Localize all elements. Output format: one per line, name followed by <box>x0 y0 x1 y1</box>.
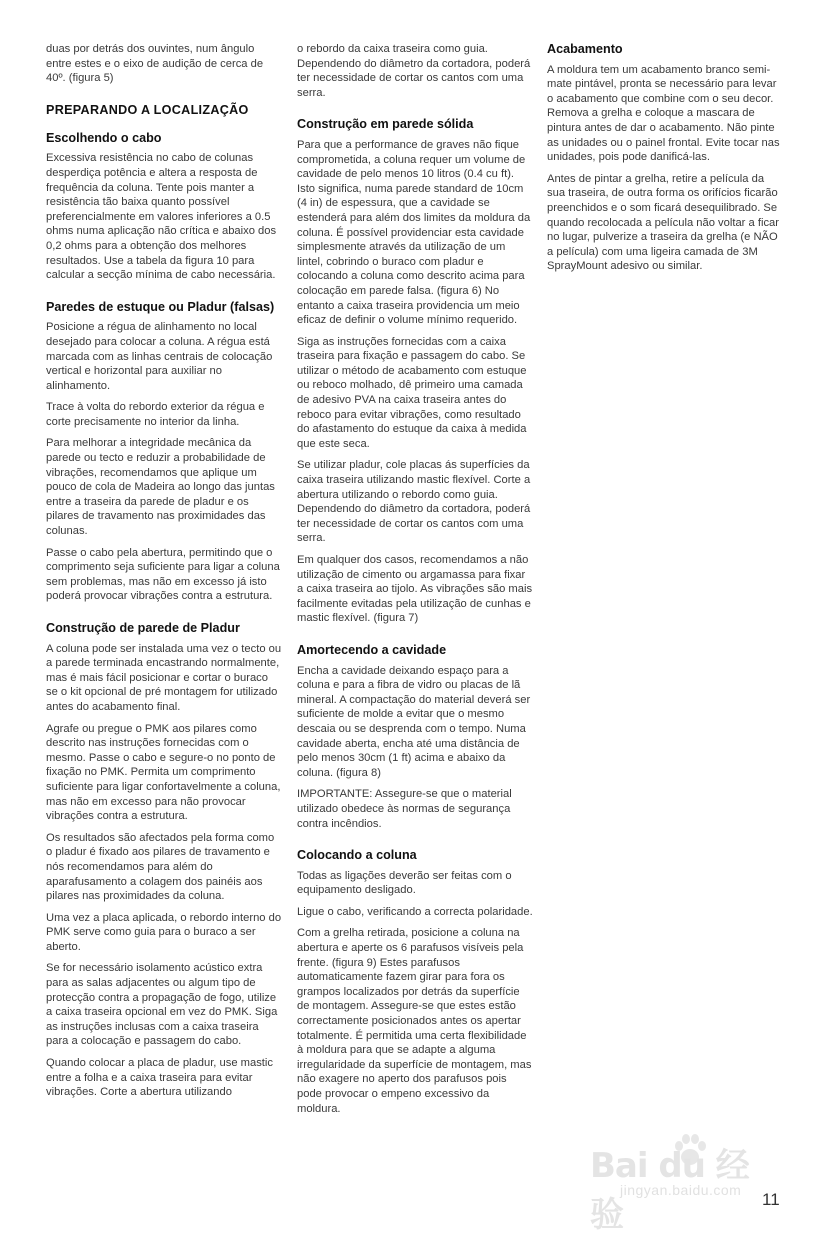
column-right <box>547 42 783 281</box>
baidu-watermark <box>590 1130 780 1235</box>
pladur-paragraph-6: Quando colocar a placa de pladur, use mastic entre a folha e a caixa traseira para evitar vibrações. Corte a abertura utilizando <box>46 1057 273 1099</box>
cable-heading: Escolhendo o cabo <box>46 130 162 145</box>
section-title: PREPARANDO A LOCALIZAÇÃO <box>46 102 249 117</box>
pladur-paragraph-5: Se for necessário isolamento acústico extra para as salas adjacentes ou algum tipo de protecção contra a propagação de fogo, utilize a caixa traseira opcional em vez do PMK. Siga as instruções inclusas com a caixa traseira para a colocação e passagem do cabo. <box>46 962 278 1048</box>
placing-paragraph-1: Todas as ligações deverão ser feitas com o equipamento desligado. <box>297 869 512 897</box>
walls-paragraph-3: Para melhorar a integridade mecânica da parede ou tecto e reduzir a probabilidade de vibrações, recomendamos que aplique um pouco de cola de Madeira ao longo das juntas entre a traseira da parede de pladur e os pilares de travamento nas proximidades das colunas. <box>46 437 275 538</box>
walls-heading: Paredes de estuque ou Pladur (falsas) <box>46 299 275 314</box>
walls-paragraph-2: Trace à volta do rebordo exterior da régua e corte precisamente no interior da linha. <box>46 401 265 428</box>
pladur-heading: Construção de parede de Pladur <box>46 621 240 635</box>
solid-paragraph-4: Em qualquer dos casos, recomendamos a não utilização de cimento ou argamassa para fixar a caixa traseira ao tijolo. As vibrações são mais facilmente evitadas pela utilização de cunhas e mastic flexível. (figura 7) <box>297 554 533 625</box>
column-left <box>46 42 282 1107</box>
pladur-paragraph-1: A coluna pode ser instalada uma vez o tecto ou a parede terminada encastrando normalmente, mas é mais fácil posicionar e cortar o buraco se o kit opcional de pré montagem for utilizado antes do acabamento final. <box>46 642 282 713</box>
finish-paragraph-2: Antes de pintar a grelha, retire a película da sua traseira, de outra forma os orifícios ficarão preenchidos e o som ficará desequilibrado. Se quando recolocada a película não voltar a ficar no lugar, pulverize a traseira da grelha (e NÃO a película) com uma ligeira camada de 3M SprayMount adesivo ou similar. <box>547 172 779 273</box>
column-middle <box>297 42 533 1123</box>
placing-paragraph-2: Ligue o cabo, verificando a correcta polaridade. <box>297 905 533 918</box>
pladur-paragraph-2: Agrafe ou pregue o PMK aos pilares como descrito nas instruções fornecidas com o mesmo. Passe o cabo e segure-o no ponto de fixação no PMK. Permita um comprimento suficiente para ligar confortavelmente a coluna, mas não em excesso para não provocar vibrações contra a estrutura. <box>46 722 281 823</box>
spacer <box>297 633 533 643</box>
watermark-main-text: Bai du 经验 <box>590 1146 749 1235</box>
intro-paragraph: duas por detrás dos ouvintes, num ângulo entre estes e o eixo de audição de cerca de 40º. (figura 5) <box>46 43 264 85</box>
placing-heading: Colocando a coluna <box>297 848 417 863</box>
spacer <box>297 838 533 848</box>
damping-heading: Amortecendo a cavidade <box>297 642 447 657</box>
continued-paragraph: o rebordo da caixa traseira como guia. Dependendo do diâmetro da cortadora, poderá ter necessidade de cortar os cantos com uma serra. <box>297 43 531 99</box>
spacer <box>46 290 282 300</box>
damping-paragraph-1: Encha a cavidade deixando espaço para a coluna e para a fibra de vidro ou placas de lã mineral. A compactação do material deverá ser suficiente de molde a evitar que o mesmo descaia ou se desprenda com o tempo. Numa cavidade aberta, encha até uma distância de pelo menos 30cm (1 ft) acima e abaixo da coluna. (figura 8) <box>297 664 531 779</box>
damping-paragraph-2: IMPORTANTE: Assegure-se que o material utilizado obedece às normas de segurança contra incêndios. <box>297 788 512 830</box>
pladur-paragraph-4: Uma vez a placa aplicada, o rebordo interno do PMK serve como guia para o buraco a ser aberto. <box>46 911 282 953</box>
walls-paragraph-4: Passe o cabo pela abertura, permitindo que o comprimento seja suficiente para ligar a coluna sem problemas, mas não em excesso já isto poderá provocar vibrações contra a estrutura. <box>46 546 280 603</box>
finish-paragraph-1: A moldura tem um acabamento branco semi-mate pintável, pronta se necessário para levar o acabamento que combine com o seu decor. Remova a grelha e coloque a mascara de pintura antes de dar o acabamento. Não pinte as unidades ou o painel frontal. Evite tocar nas unidades, pois pode danificá-las. <box>547 63 780 164</box>
cable-paragraph: Excessiva resistência no cabo de colunas desperdiça potência e altera a resposta de frequência da coluna. Tente pois manter a resistência tão baixa quanto possível preferencialmente em valores inferiores a 0.5 ohms numa aplicação não crítica e abaixo dos 0,2 ohms para a obtenção dos melhores resultados. Use a tabela da figura 10 para calcular a secção mínima de cabo necessária. <box>46 152 277 282</box>
solid-paragraph-1: Para que a performance de graves não fique comprometida, a coluna requer um volume de cavidade de pelo menos 10 litros (0.4 cu ft). Isto significa, numa parede standard de 10cm (4 in) de espessura, que a cavidade se estenderá para além dos limites da moldura da coluna. É possível providenciar esta cavidade simplesmente através da utilização de um lintel, cobrindo o buraco com pladur e colocando a coluna como descrito acima para colocação em parede falsa. (figura 6) No entanto a caixa traseira providencia um meio eficaz de definir o volume mínimo requerido. <box>297 138 531 327</box>
finish-heading: Acabamento <box>547 42 623 56</box>
walls-paragraph-1: Posicione a régua de alinhamento no local desejado para colocar a coluna. A régua está marcada com as linhas centrais de colocação vertical e horizontal para auxiliar no alinhamento. <box>46 321 273 392</box>
solid-wall-heading: Construção em parede sólida <box>297 117 474 132</box>
placing-paragraph-3: Com a grelha retirada, posicione a coluna na abertura e aperte os 6 parafusos visíveis pela frente. (figura 9) Estes parafusos automaticamente fazem girar para fora os grampos localizados por detrás da superfície de montagem. Assegure-se que estes estão correctamente posicionados antes os apertar totalmente. É permitida uma certa flexibilidade à moldura para que se adapte a alguma irregularidade da superfície de montagem, mas não exagere no aperto dos parafusos pois pode provocar o empeno excessivo da moldura. <box>297 927 532 1115</box>
pladur-paragraph-3: Os resultados são afectados pela forma como o pladur é fixado aos pilares de travamento e nós recomendamos para além do aparafusamento a colagem dos painéis aos pilares nas proximidades da coluna. <box>46 831 275 903</box>
spacer <box>46 611 282 621</box>
spacer <box>46 93 282 103</box>
page-number: 11 <box>762 1190 780 1209</box>
spacer <box>297 107 533 117</box>
watermark-url: jingyan.baidu.com <box>620 1182 742 1198</box>
solid-paragraph-3: Se utilizar pladur, cole placas ás superfícies da caixa traseira utilizando mastic flexível. Corte a abertura utilizando o rebordo como guia. Dependendo do diâmetro da cortadora, poderá ter necessidade de cortar os cantos com uma serra. <box>297 459 531 545</box>
solid-paragraph-2: Siga as instruções fornecidas com a caixa traseira para fixação e passagem do cabo. Se utilizar o método de acabamento com estuque ou reboco molhado, dê primeiro uma camada de adesivo PVA na caixa traseira antes do reboco para evitar vibrações, como resultado do afastamento do estuque da caixa à medida que este seca. <box>297 335 527 450</box>
